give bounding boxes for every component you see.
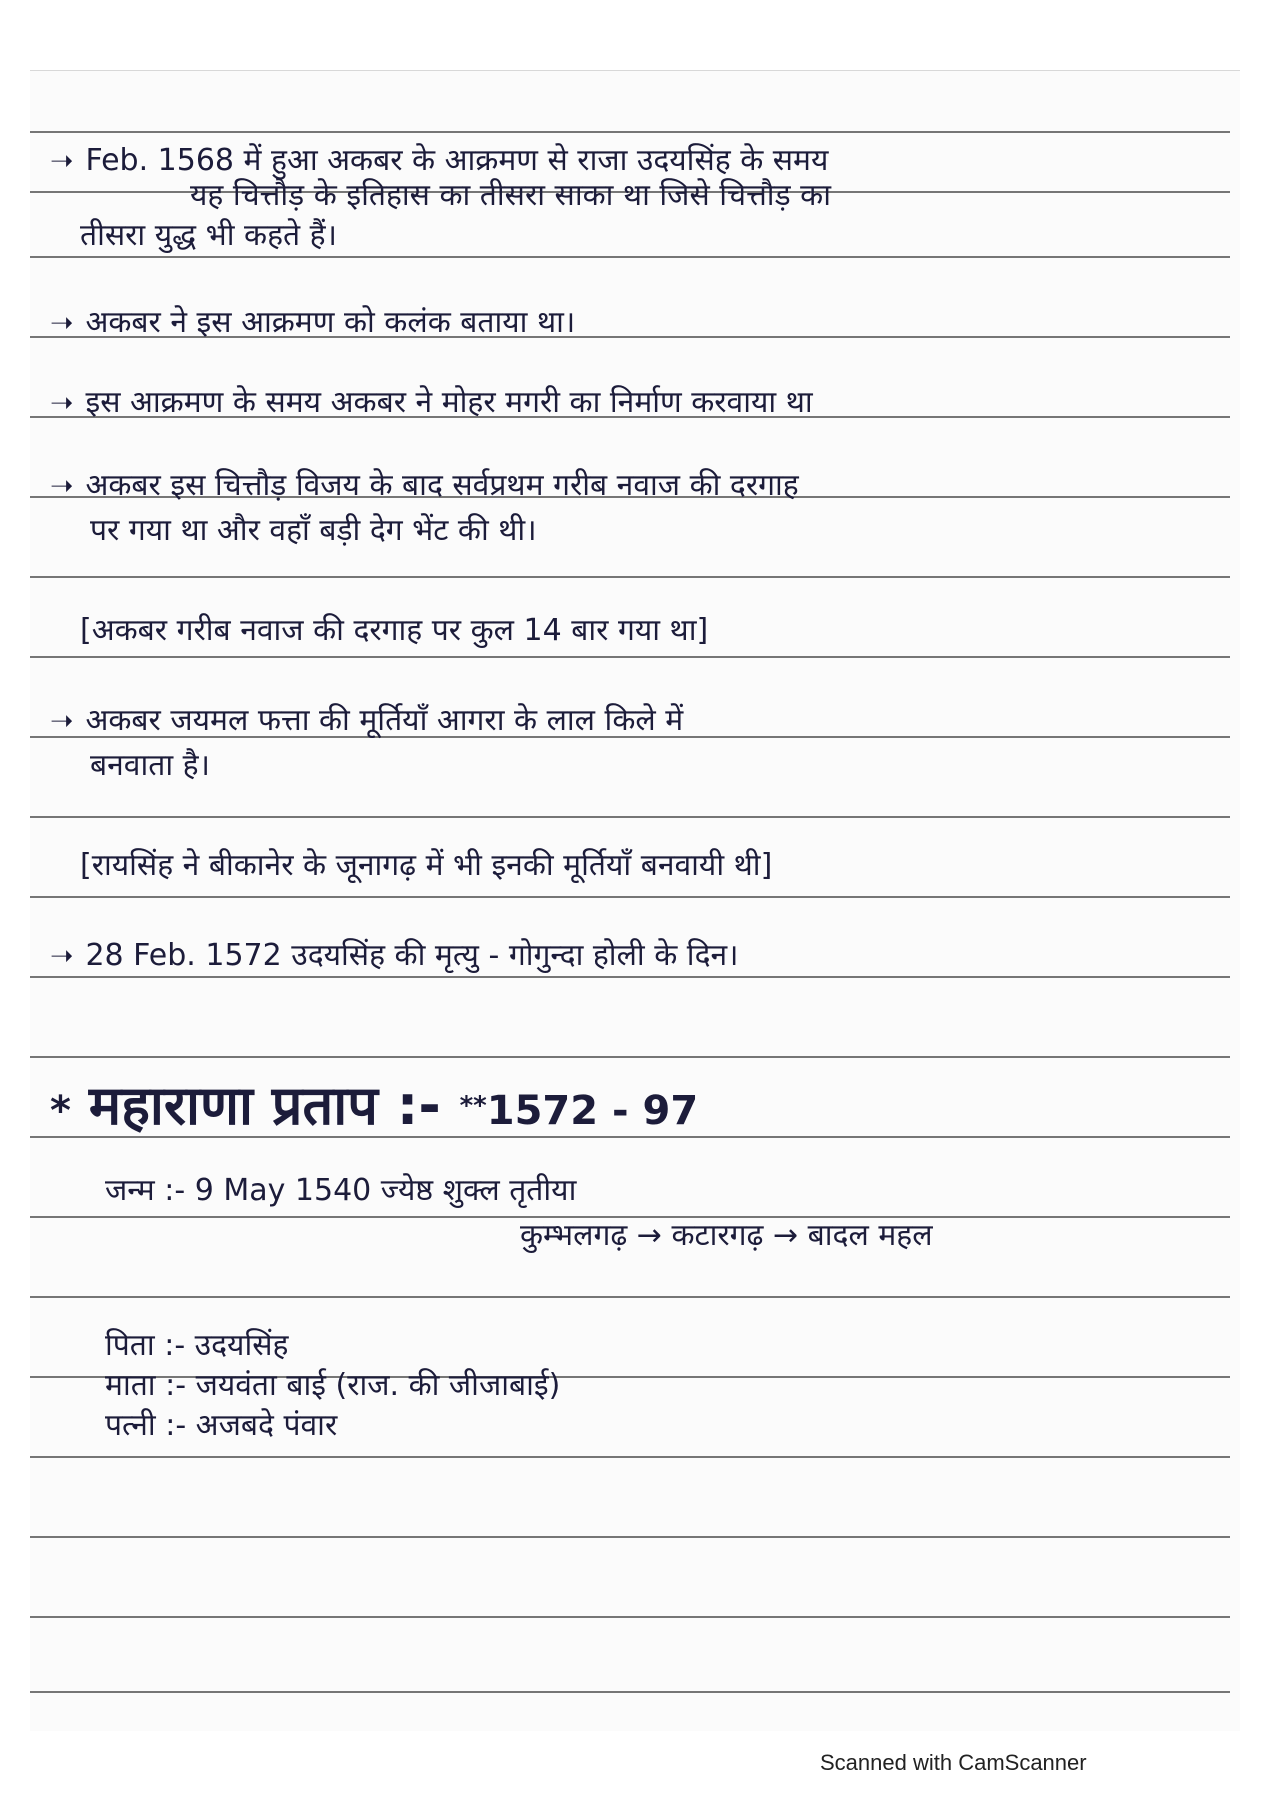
note-line-3: तीसरा युद्ध भी कहते हैं। xyxy=(80,218,337,253)
arrow-icon: ➝ xyxy=(50,939,74,972)
note-line-12: ➝ 28 Feb. 1572 उदयसिंह की मृत्यु - गोगुन्दा होली के दिन। xyxy=(50,938,739,973)
note-line-7: पर गया था और वहाँ बड़ी देग भेंट की थी। xyxy=(90,513,537,548)
heading-marks: ** xyxy=(459,1091,487,1121)
note-line-4: ➝ अकबर ने इस आक्रमण को कलंक बताया था। xyxy=(50,305,576,340)
ruled-line xyxy=(30,1691,1230,1693)
note-line-6: ➝ अकबर इस चित्तौड़ विजय के बाद सर्वप्रथम गरीब नवाज की दरगाह xyxy=(50,468,799,503)
ruled-line xyxy=(30,656,1230,658)
bio-father: पिता :- उदयसिंह xyxy=(105,1328,289,1363)
ruled-line xyxy=(30,1536,1230,1538)
ruled-line xyxy=(30,131,1230,133)
ruled-line xyxy=(30,1616,1230,1618)
arrow-icon: ➝ xyxy=(50,386,74,419)
arrow-icon: ➝ xyxy=(50,469,74,502)
note-line-8: [अकबर गरीब नवाज की दरगाह पर कुल 14 बार गया था] xyxy=(80,613,709,648)
arrow-icon: ➝ xyxy=(50,306,74,339)
arrow-icon: ➝ xyxy=(50,704,74,737)
section-heading xyxy=(50,1076,698,1141)
note-line-5: ➝ इस आक्रमण के समय अकबर ने मोहर मगरी का निर्माण करवाया था xyxy=(50,385,813,420)
heading-years: 1572 - 97 xyxy=(486,1088,699,1134)
note-line-10: बनवाता है। xyxy=(90,748,210,783)
bio-mother: माता :- जयवंता बाई (राज. की जीजाबाई) xyxy=(105,1368,561,1403)
scanner-watermark: Scanned with CamScanner xyxy=(820,1750,1087,1775)
arrow-icon: ➝ xyxy=(50,144,74,177)
ruled-line xyxy=(30,816,1230,818)
ruled-line xyxy=(30,576,1230,578)
ruled-line xyxy=(30,256,1230,258)
ruled-line xyxy=(30,1296,1230,1298)
ruled-line xyxy=(30,976,1230,978)
note-line-1: ➝ Feb. 1568 में हुआ अकबर के आक्रमण से राजा उदयसिंह के समय xyxy=(50,143,829,178)
notebook-page xyxy=(30,70,1240,1731)
bio-birth: जन्म :- 9 May 1540 ज्येष्ठ शुक्ल तृतीया xyxy=(105,1173,577,1208)
star-icon: * xyxy=(50,1088,71,1134)
note-line-2: यह चित्तौड़ के इतिहास का तीसरा साका था जिसे चित्तौड़ का xyxy=(190,178,831,213)
ruled-line xyxy=(30,1456,1230,1458)
note-line-9: ➝ अकबर जयमल फत्ता की मूर्तियाँ आगरा के लाल किले में xyxy=(50,703,684,738)
bio-wife: पत्नी :- अजबदे पंवार xyxy=(105,1408,338,1443)
ruled-line xyxy=(30,896,1230,898)
ruled-line xyxy=(30,1056,1230,1058)
note-line-11: [रायसिंह ने बीकानेर के जूनागढ़ में भी इनकी मूर्तियाँ बनवायी थी] xyxy=(80,848,773,883)
bio-place: कुम्भलगढ़ → कटारगढ़ → बादल महल xyxy=(520,1218,933,1253)
heading-title: महाराणा प्रताप :- xyxy=(88,1074,441,1137)
